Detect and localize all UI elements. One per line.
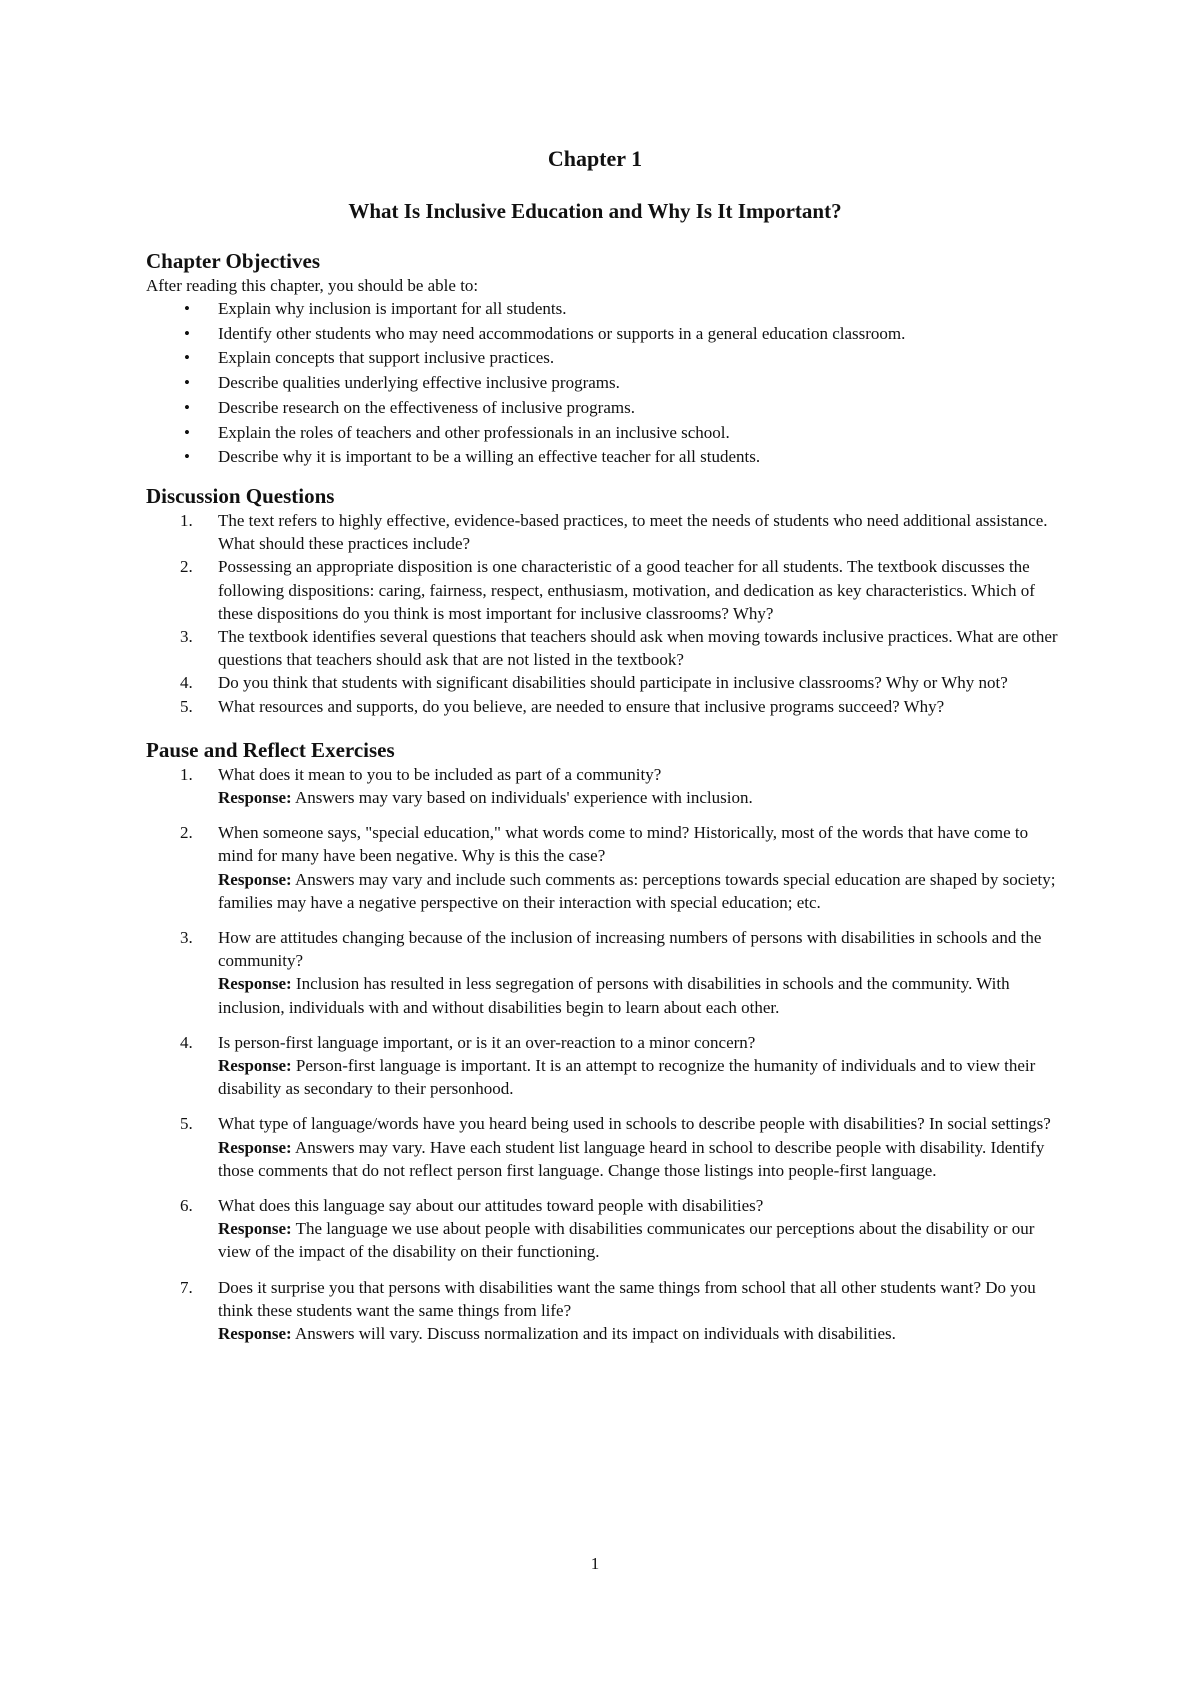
item-number: 1.	[180, 764, 193, 784]
objective-text: Explain the roles of teachers and other professionals in an inclusive school.	[218, 422, 730, 442]
objectives-heading: Chapter Objectives	[146, 249, 320, 273]
reflect-question: What type of language/words have you heard being used in schools to describe people with disabilities? In social settings?	[218, 1114, 1051, 1134]
objective-text: Describe qualities underlying effective inclusive programs.	[218, 373, 620, 393]
reflect-item	[146, 1194, 1066, 1264]
reflect-response	[218, 786, 1066, 809]
response-text: Answers will vary. Discuss normalization and its impact on individuals with disabilities.	[294, 1324, 896, 1344]
discussion-text: What resources and supports, do you believe, are needed to ensure that inclusive programs succeed? Why?	[218, 696, 945, 716]
objectives-section	[146, 249, 1066, 470]
reflect-response	[218, 1136, 1066, 1182]
chapter-number: Chapter 1	[547, 146, 643, 171]
discussion-item	[146, 625, 1066, 671]
response-label: Response:	[218, 1219, 292, 1239]
reflect-question: What does this language say about our attitudes toward people with disabilities?	[218, 1196, 764, 1215]
item-number: 5.	[180, 1114, 193, 1134]
bullet-icon: •	[184, 447, 190, 467]
reflect-heading: Pause and Reflect Exercises	[146, 737, 395, 762]
discussion-heading: Discussion Questions	[146, 483, 335, 508]
response-label: Response:	[218, 1137, 292, 1157]
objectives-intro: After reading this chapter, you should be able to:	[146, 276, 479, 295]
response-text: Person-first language is important. It is an attempt to recognize the humanity of individuals and to view their disability as secondary to their personhood.	[218, 1055, 1036, 1099]
reflect-question: Is person-first language important, or is it an over-reaction to a minor concern?	[218, 1032, 756, 1052]
bullet-icon: •	[184, 348, 190, 368]
reflect-item	[146, 1112, 1066, 1182]
bullet-icon: •	[184, 323, 190, 343]
discussion-section	[146, 484, 1066, 718]
reflect-question: When someone says, "special education," what words come to mind? Historically, most of the words that have come to mind for many have been negative. Why is this the case?	[218, 823, 1029, 866]
reflect-section	[146, 738, 1066, 1345]
objective-item	[146, 346, 1066, 371]
objective-item	[146, 421, 1066, 446]
page-content	[146, 249, 1066, 1357]
discussion-list	[146, 509, 1066, 718]
bullet-icon: •	[184, 397, 190, 417]
objective-item	[146, 322, 1066, 347]
item-number: 3.	[180, 626, 193, 646]
bullet-icon: •	[184, 299, 190, 318]
reflect-item	[146, 821, 1066, 914]
item-number: 6.	[180, 1196, 193, 1215]
discussion-text: Possessing an appropriate disposition is one characteristic of a good teacher for all students. The textbook discusses the following dispositions: caring, fairness, respect, enthusiasm, motivation, and dedication as key characteristics. Which of these dispositions do you think is most important for inclusive classrooms? Why?	[218, 557, 1035, 623]
bullet-icon: •	[184, 422, 190, 442]
reflect-list	[146, 763, 1066, 1345]
reflect-question: What does it mean to you to be included as part of a community?	[218, 764, 662, 784]
objective-text: Explain why inclusion is important for all students.	[218, 299, 567, 318]
reflect-question: How are attitudes changing because of the inclusion of increasing numbers of persons with disabilities in schools and the community?	[218, 927, 1042, 971]
item-number: 1.	[180, 510, 193, 530]
reflect-response	[218, 1054, 1066, 1100]
item-number: 5.	[180, 696, 193, 716]
reflect-item	[146, 1031, 1066, 1101]
response-text: The language we use about people with disabilities communicates our perceptions about the disability or our view of the impact of the disability on their functioning.	[218, 1219, 1035, 1262]
objective-text: Identify other students who may need accommodations or supports in a general education classroom.	[218, 323, 906, 343]
reflect-response	[218, 1217, 1066, 1263]
reflect-question: Does it surprise you that persons with disabilities want the same things from school that all other students want? Do you think these students want the same things from life?	[218, 1277, 1036, 1320]
response-text: Answers may vary and include such comments as: perceptions towards special education are shaped by society; families may have a negative perspective on their interaction with special education; etc.	[218, 869, 1056, 912]
objective-item	[146, 297, 1066, 322]
response-label: Response:	[218, 787, 292, 807]
page-number: 1	[590, 1554, 600, 1573]
objectives-list	[146, 297, 1066, 470]
item-number: 7.	[180, 1277, 193, 1297]
reflect-response	[218, 868, 1066, 914]
reflect-response	[218, 972, 1066, 1018]
objective-item	[146, 445, 1066, 470]
objective-text: Describe why it is important to be a willing an effective teacher for all students.	[218, 447, 761, 467]
bullet-icon: •	[184, 373, 190, 393]
objective-text: Describe research on the effectiveness of inclusive programs.	[218, 397, 635, 417]
item-number: 4.	[180, 673, 193, 693]
response-text: Answers may vary. Have each student list language heard in school to describe people with disability. Identify those comments that do not reflect person first language. Change those listings into people-first language.	[218, 1137, 1045, 1180]
response-text: Answers may vary based on individuals' experience with inclusion.	[294, 787, 753, 807]
objective-text: Explain concepts that support inclusive practices.	[218, 348, 555, 368]
discussion-text: The textbook identifies several questions that teachers should ask when moving towards inclusive practices. What are other questions that teachers should ask that are not listed in the textbook?	[218, 626, 1058, 670]
item-number: 3.	[180, 927, 193, 947]
discussion-item	[146, 695, 1066, 718]
reflect-response	[218, 1322, 1066, 1345]
item-number: 2.	[180, 557, 193, 577]
response-label: Response:	[218, 1324, 292, 1344]
objective-item	[146, 396, 1066, 421]
response-label: Response:	[218, 974, 292, 994]
discussion-item	[146, 555, 1066, 625]
reflect-item	[146, 926, 1066, 1019]
discussion-text: Do you think that students with significant disabilities should participate in inclusive classrooms? Why or Why not?	[218, 673, 1008, 693]
item-number: 2.	[180, 823, 193, 843]
reflect-item	[146, 1276, 1066, 1346]
chapter-title: What Is Inclusive Education and Why Is It Important?	[348, 199, 842, 223]
objective-item	[146, 371, 1066, 396]
response-label: Response:	[218, 869, 292, 889]
discussion-text: The text refers to highly effective, evidence-based practices, to meet the needs of students who need additional assistance. What should these practices include?	[218, 510, 1048, 554]
reflect-item	[146, 763, 1066, 809]
response-label: Response:	[218, 1055, 292, 1075]
discussion-item	[146, 671, 1066, 694]
discussion-item	[146, 509, 1066, 555]
item-number: 4.	[180, 1032, 193, 1052]
response-text: Inclusion has resulted in less segregation of persons with disabilities in schools and the community. With inclusion, individuals with and without disabilities begin to learn about each other.	[218, 974, 1010, 1017]
